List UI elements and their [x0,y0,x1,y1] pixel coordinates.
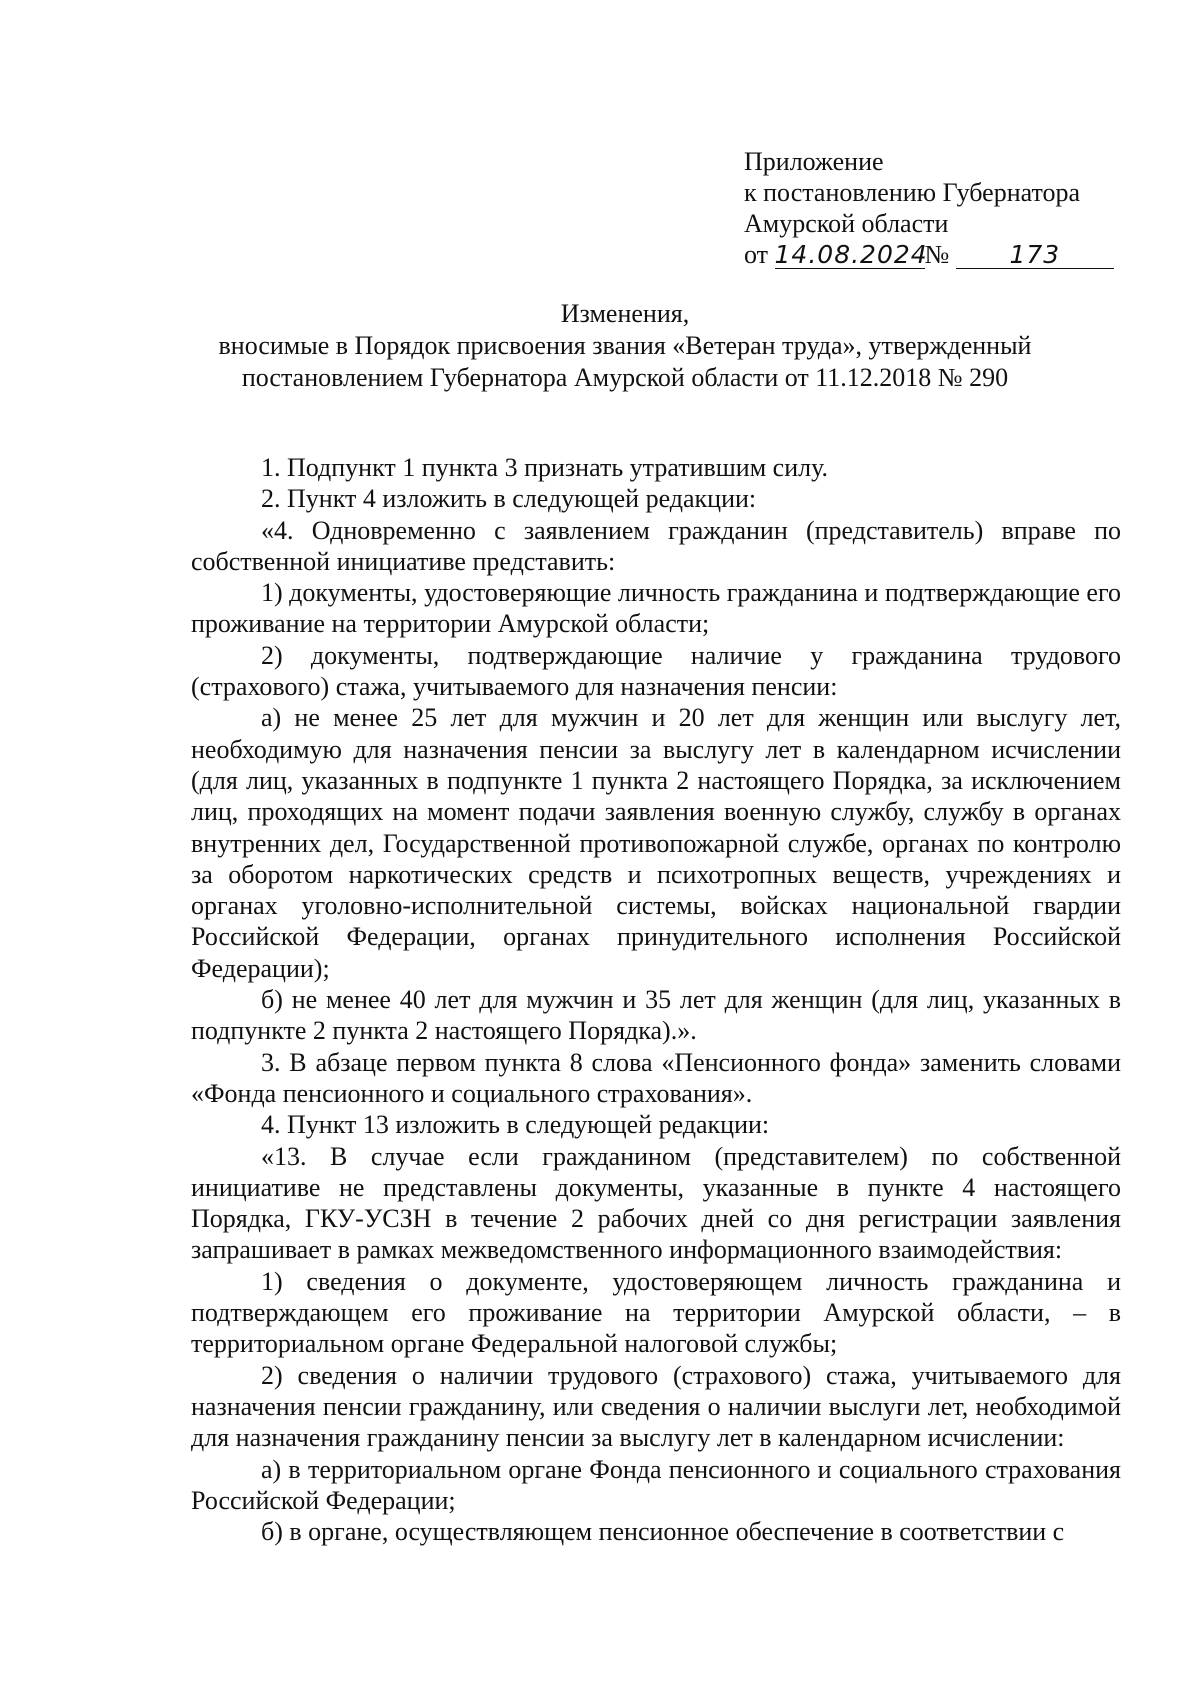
handwritten-date: 14.08.2024 [774,240,928,269]
title-line: вносимые в Порядок присвоения звания «Ветеран труда», утвержденный [218,331,1032,360]
paragraph: 3. В абзаце первом пункта 8 слова «Пенсионного фонда» заменить словами «Фонда пенсионного и социального страхования». [191,1047,1121,1108]
paragraph: а) не менее 25 лет для мужчин и 20 лет для женщин или выслугу лет, необходимую для назначения пенсии за выслугу лет в календарном исчислении (для лиц, указанных в подпункте 1 пункта 2 настоящего Порядка, за исключением лиц, проходящих на момент подачи заявления военную службу, службу в органах внутренних дел, Государственной противопожарной службе, органах по контролю за оборотом наркотических средств и психотропных веществ, учреждениях и органах уголовно-исполнительной системы, войсках национальной гвардии Российской Федерации, органах принудительного исполнения Российской Федерации); [191,703,1121,983]
paragraph: «4. Одновременно с заявлением гражданин (представитель) вправе по собственной инициативе представить: [191,515,1121,576]
paragraph: 1) документы, удостоверяющие личность гражданина и подтверждающие его проживание на территории Амурской области; [191,578,1121,639]
appendix-line: Приложение [744,147,884,176]
handwritten-number: 173 [956,242,1114,269]
paragraph: 1) сведения о документе, удостоверяющем личность гражданина и подтверждающем его проживание на территории Амурской области, – в территориальном органе Федеральной налоговой службы; [191,1266,1121,1359]
paragraph: 2. Пункт 4 изложить в следующей редакции: [261,484,757,514]
paragraph: б) не менее 40 лет для мужчин и 35 лет для женщин (для лиц, указанных в подпункте 2 пункта 2 настоящего Порядка).». [191,985,1121,1046]
paragraph: 4. Пункт 13 изложить в следующей редакции: [261,1110,770,1140]
appendix-header [744,146,1144,270]
paragraph: «13. В случае если гражданином (представителем) по собственной инициативе не представлены документы, указанные в пункте 4 настоящего Порядка, ГКУ-УСЗН в течение 2 рабочих дней со дня регистрации заявления запрашивает в рамках межведомственного информационного взаимодействия: [191,1141,1121,1265]
paragraph: б) в органе, осуществляющем пенсионное обеспечение в соответствии с [261,1517,1065,1547]
title-heading: Изменения, [560,299,690,328]
paragraph: 2) документы, подтверждающие наличие у гражданина трудового (страхового) стажа, учитываемого для назначения пенсии: [191,640,1121,702]
title-line: постановлением Губернатора Амурской области от 11.12.2018 № 290 [241,363,1009,392]
number-prefix: № [924,240,950,269]
paragraph: 1. Подпункт 1 пункта 3 признать утратившим силу. [261,453,828,482]
date-prefix: от [744,240,769,269]
appendix-line: к постановлению Губернатора [744,178,1081,207]
document-body [191,452,1121,1547]
paragraph: 2) сведения о наличии трудового (страхового) стажа, учитываемого для назначения пенсии гражданину, или сведения о наличии выслуги лет, необходимой для назначения гражданину пенсии за выслугу лет в календарном исчислении: [191,1360,1121,1453]
appendix-line: Амурской области [744,209,949,238]
appendix-date-line [744,239,1144,270]
document-title [150,298,1100,394]
paragraph: а) в территориальном органе Фонда пенсионного и социального страхования Российской Федерации; [191,1454,1121,1515]
